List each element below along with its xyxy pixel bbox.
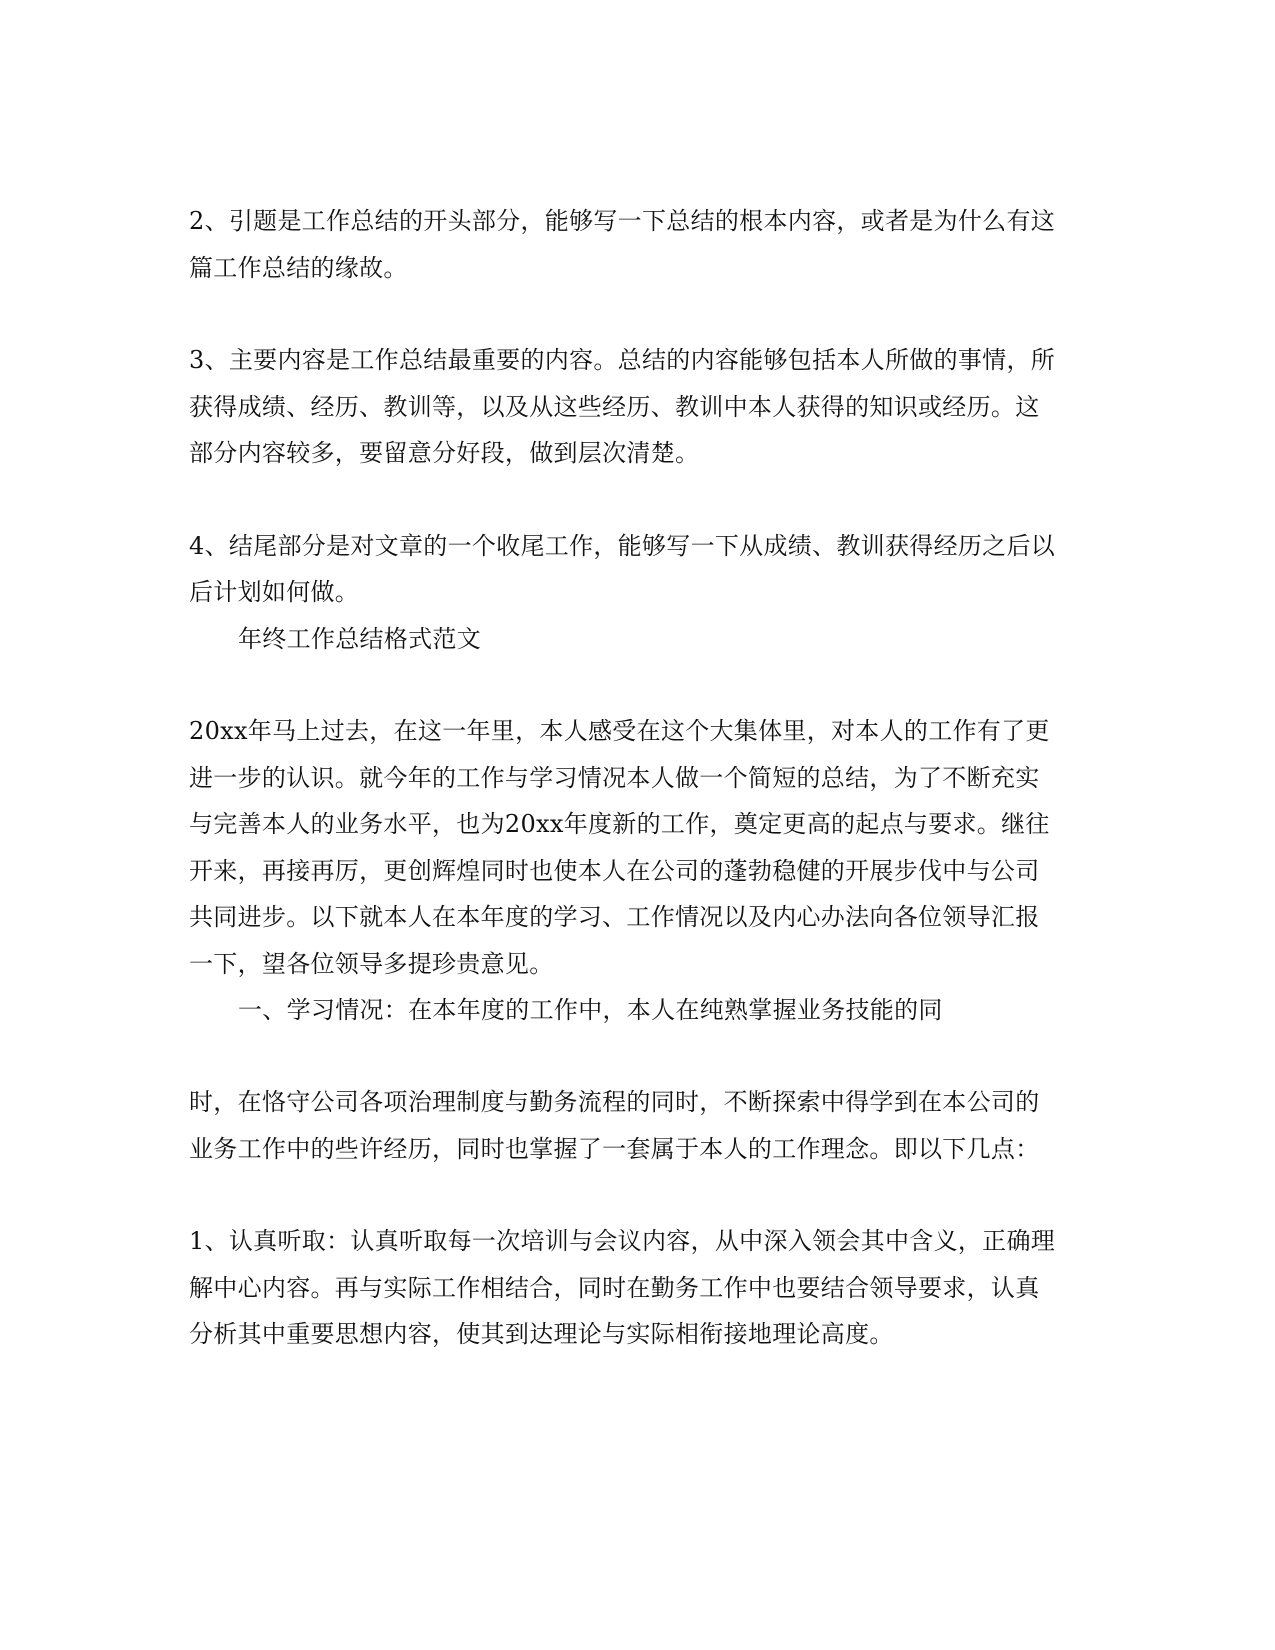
body-paragraph-line-2: 进一步的认识。就今年的工作与学习情况本人做一个简短的总结，为了不断充实 [189,764,1040,792]
study-section-line-1: 一、学习情况：在本年度的工作中，本人在纯熟掌握业务技能的同 [238,996,943,1024]
study-section-line-2: 时，在恪守公司各项治理制度与勤务流程的同时，不断探索中得学到在本公司的 [189,1088,1040,1116]
point-1-line-3: 分析其中重要思想内容，使其到达理论与实际相衔接地理论高度。 [189,1320,894,1348]
paragraph-3-line-2: 获得成绩、经历、教训等，以及从这些经历、教训中本人获得的知识或经历。这 [189,393,1040,421]
body-paragraph-line-5: 共同进步。以下就本人在本年度的学习、工作情况以及内心办法向各位领导汇报 [189,903,1040,931]
body-paragraph-line-6: 一下，望各位领导多提珍贵意见。 [189,950,554,978]
paragraph-4-line-2: 后计划如何做。 [189,578,360,606]
paragraph-2-line-1: 2、引题是工作总结的开头部分，能够写一下总结的根本内容，或者是为什么有这 [189,207,1056,235]
point-1-line-1: 1、认真听取：认真听取每一次培训与会议内容，从中深入领会其中含义，正确理 [189,1227,1056,1255]
paragraph-4-line-1: 4、结尾部分是对文章的一个收尾工作，能够写一下从成绩、教训获得经历之后以 [189,532,1056,560]
section-heading: 年终工作总结格式范文 [238,625,481,653]
point-1-line-2: 解中心内容。再与实际工作相结合，同时在勤务工作中也要结合领导要求，认真 [189,1274,1040,1302]
paragraph-3-line-1: 3、主要内容是工作总结最重要的内容。总结的内容能够包括本人所做的事情，所 [189,346,1056,374]
body-paragraph-line-4: 开来，再接再厉，更创辉煌同时也使本人在公司的蓬勃稳健的开展步伐中与公司 [189,857,1040,885]
body-paragraph-line-3: 与完善本人的业务水平，也为20xx年度新的工作，奠定更高的起点与要求。继往 [189,810,1050,838]
study-section-line-3: 业务工作中的些许经历，同时也掌握了一套属于本人的工作理念。即以下几点： [189,1135,1040,1163]
paragraph-2-line-2: 篇工作总结的缘故。 [189,254,408,282]
paragraph-3-line-3: 部分内容较多，要留意分好段，做到层次清楚。 [189,439,700,467]
body-paragraph-line-1: 20xx年马上过去，在这一年里，本人感受在这个大集体里，对本人的工作有了更 [189,717,1050,745]
